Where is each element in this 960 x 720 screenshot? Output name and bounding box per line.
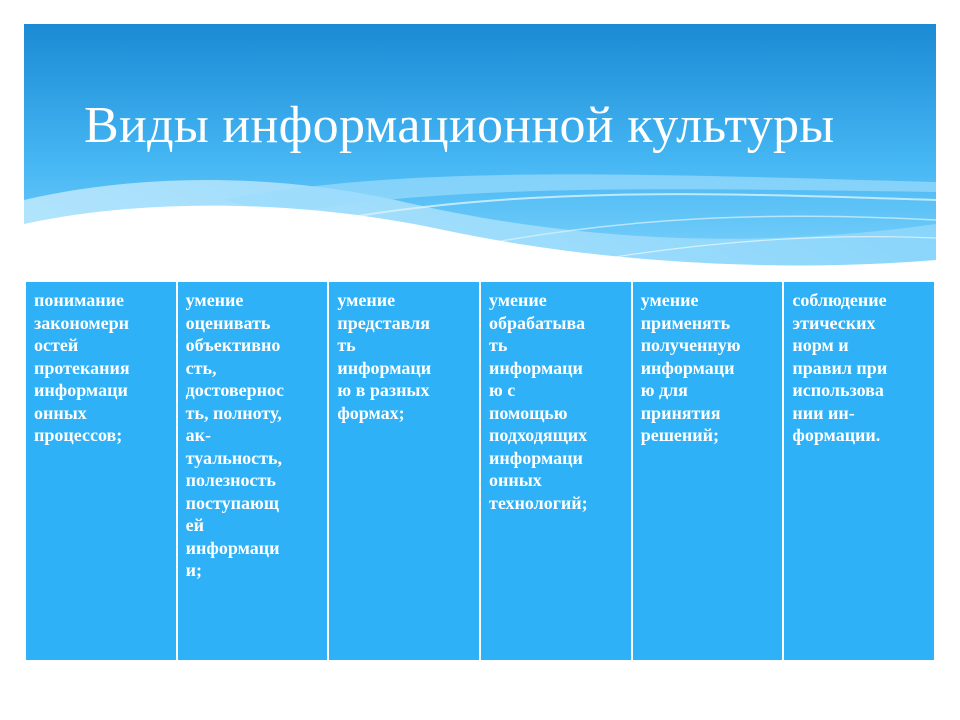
table-cell (633, 282, 785, 660)
slide-title: Виды информационной культуры (84, 97, 835, 154)
cell-text: соблюдение этических норм и правил при использова нии ин- формации. (792, 290, 888, 445)
cell-text: умение применять полученную информаци ю для принятия решений; (640, 290, 741, 445)
info-culture-table (26, 282, 934, 660)
cell-text: умение оценивать объективно сть, достовернос ть, полноту, ак- туальность, полезность поступающ ей информаци и; (185, 290, 285, 580)
cell-text: умение обрабатыва ть информаци ю с помощью подходящих информаци онных технологий; (489, 290, 588, 513)
cell-text: умение представля ть информаци ю в разных формах; (337, 290, 432, 423)
table-cell (784, 282, 934, 660)
table-cell (178, 282, 330, 660)
header-banner (24, 24, 936, 272)
cell-text: понимание закономерн остей протекания информаци онных процессов; (34, 290, 130, 445)
table-cell (26, 282, 178, 660)
table-cell (329, 282, 481, 660)
table-cell (481, 282, 633, 660)
